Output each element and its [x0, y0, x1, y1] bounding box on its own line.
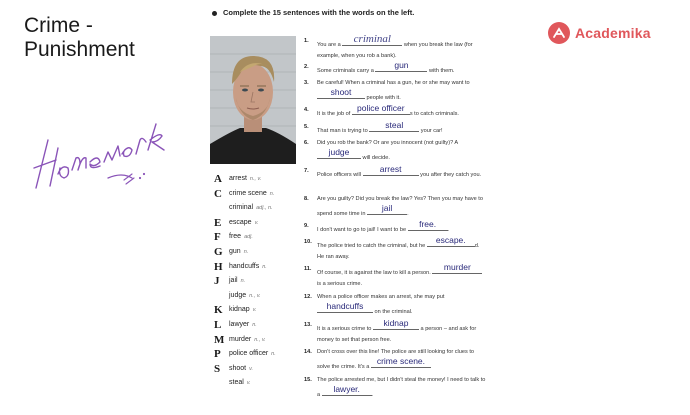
word-list-item [214, 362, 304, 377]
sentence-after: people with it. [365, 94, 401, 101]
word-list-letter: A [214, 173, 222, 185]
word-list-item [214, 172, 304, 187]
sentence-after: on the criminal. [373, 308, 413, 315]
sentence-after: s to catch criminals. [409, 111, 459, 117]
sentence-before: Don't cross over this line! The police are still looking for clues to solve the crime. It's a [317, 349, 475, 370]
answer-text: shoot [330, 87, 352, 97]
answer-blank[interactable] [317, 149, 361, 159]
word-list-word: kidnap [229, 306, 250, 314]
mugshot-photo [210, 36, 296, 164]
word-list-pos: v. [249, 365, 253, 372]
sentence-before: Did you rob the bank? Or are you innocent (not guilty)? A [317, 140, 458, 146]
sentence-after: when you break the law (for example, when you rob a bank). [317, 42, 473, 59]
answer-text: arrest [379, 164, 402, 175]
answer-blank[interactable] [375, 62, 427, 72]
sentence-before: Be careful! When a criminal has a gun, he or she may want to [317, 80, 470, 86]
word-list-letter: K [214, 304, 223, 317]
answer-blank[interactable] [432, 264, 482, 274]
answer-text: free. [419, 219, 437, 230]
sentence-after: your car! [419, 128, 443, 134]
word-list-item [214, 274, 304, 289]
sentence-after: . [407, 210, 409, 217]
word-list-pos: n. [240, 278, 246, 285]
word-list-pos: n. [252, 321, 257, 328]
sentence-item [304, 292, 486, 317]
answer-text: lawyer. [333, 384, 360, 394]
sentence-number: 14. [304, 349, 312, 355]
answer-blank[interactable] [408, 221, 448, 231]
answer-blank[interactable] [317, 89, 365, 99]
word-list-word: police officer [229, 350, 269, 358]
sentence-after: with them. [427, 68, 455, 74]
answer-text: gun [394, 60, 409, 71]
word-list-word: criminal [229, 204, 254, 212]
sentence-after: a person – and ask for money to set that person free. [317, 326, 477, 343]
word-list-word: crime scene [229, 189, 267, 197]
answer-text: criminal [353, 33, 391, 46]
answer-text: steal [385, 120, 404, 131]
sentence-item [304, 33, 486, 61]
word-list-word: judge [229, 291, 247, 299]
sentence-number: 13. [304, 322, 312, 328]
bullet-icon [212, 11, 217, 16]
sentence-number: 10. [304, 239, 312, 245]
word-list-item [214, 187, 304, 202]
word-list-pos: n., v. [254, 336, 266, 343]
word-list-letter: G [214, 245, 223, 258]
word-list-item [214, 230, 304, 245]
word-list-item [214, 318, 304, 333]
sentence-item [304, 122, 486, 137]
sentence-number: 6. [304, 140, 309, 146]
answer-blank[interactable] [427, 237, 475, 247]
word-list-pos: v. [246, 380, 251, 387]
word-list-item [214, 201, 304, 216]
sentence-item [304, 138, 486, 163]
word-list-pos: v. [254, 219, 259, 226]
word-list-word: free [229, 233, 242, 241]
sentence-item [304, 78, 486, 103]
word-list-word: arrest [229, 175, 247, 182]
sentence-after: you after they catch you. [418, 172, 482, 178]
homework-handwriting [28, 118, 178, 200]
answer-blank[interactable] [352, 105, 410, 115]
answer-blank[interactable] [367, 205, 407, 215]
word-list-word: murder [229, 335, 252, 343]
word-list-item [214, 289, 304, 304]
answer-text: police officer [357, 103, 405, 114]
sentence-number: 8. [304, 196, 309, 202]
sentence-number: 12. [304, 294, 312, 300]
word-list-item [214, 245, 304, 260]
sentence-item [304, 237, 486, 262]
sentence-before: You are a [317, 42, 343, 48]
instruction-text: Complete the 15 sentences with the words on the left. [223, 8, 415, 17]
sentence-before: When a police officer makes an arrest, she may put [317, 294, 445, 300]
word-list-item [214, 376, 304, 391]
sentence-number: 2. [304, 64, 309, 70]
answer-text: escape. [435, 235, 466, 246]
word-list-pos: n. [271, 351, 276, 358]
sentence-number: 1. [304, 38, 309, 44]
sentence-before: The police arrested me, but I didn't steal the money! I need to talk to a [317, 377, 486, 398]
answer-blank[interactable] [317, 303, 373, 313]
answer-blank[interactable] [371, 358, 431, 368]
word-list-letter: F [214, 231, 221, 244]
answer-text: handcuffs [326, 301, 364, 311]
word-list-letter: P [214, 348, 221, 361]
answer-blank[interactable] [342, 33, 402, 46]
sentence-after: is a serious crime. [317, 280, 363, 287]
sentence-item [304, 194, 486, 219]
word-list-item [214, 333, 304, 348]
word-list-word: lawyer [229, 320, 250, 328]
sentence-number: 15. [304, 377, 312, 383]
sentence-after: will decide. [361, 154, 390, 161]
sentence-item [304, 166, 486, 181]
answer-text: murder [443, 262, 471, 273]
sentence-number: 5. [304, 124, 309, 130]
sentence-before: It is the job of [317, 111, 352, 117]
word-list-pos: adj., n. [256, 205, 273, 212]
sentence-after: d. He ran away. [317, 243, 480, 260]
word-list-item [214, 216, 304, 231]
sentence-item [304, 105, 486, 120]
word-list-pos: n. [243, 248, 249, 255]
answer-blank[interactable] [369, 122, 419, 132]
word-list-pos: n., v. [249, 292, 261, 299]
title-line-2: Punishment [24, 38, 135, 61]
sentence-after: . [447, 227, 450, 233]
instruction [212, 8, 414, 17]
answer-text: jail [381, 203, 393, 213]
academika-logo [548, 22, 651, 44]
word-list-pos: v. [252, 307, 257, 314]
academika-logo-text: Academika [575, 25, 651, 41]
word-list-pos: n. [269, 190, 275, 197]
sentence-item [304, 221, 486, 236]
word-list-pos: adj. [244, 234, 253, 241]
word-list [214, 172, 304, 391]
sentence-before: Of course, it is against the law to kill a person. [317, 270, 433, 276]
sentence-number: 7. [304, 168, 309, 174]
word-list-word: jail [229, 277, 238, 285]
word-list-pos: n. [262, 263, 267, 270]
answer-blank[interactable] [363, 166, 419, 176]
word-list-item [214, 303, 304, 318]
answer-blank[interactable] [322, 386, 372, 396]
sentence-before: Are you guilty? Did you break the law? Yes? Then you may have to spend some time in [317, 196, 483, 217]
sentence-number: 11. [304, 266, 312, 272]
word-list-word: steal [229, 379, 244, 387]
sentence-item [304, 264, 486, 289]
answer-text: crime scene. [376, 356, 426, 366]
word-list-word: gun [229, 247, 241, 255]
word-list-word: handcuffs [229, 262, 260, 270]
word-list-pos: n., v. [249, 176, 262, 182]
word-list-letter: J [214, 275, 220, 288]
sentence-number: 3. [304, 80, 309, 86]
word-list-item [214, 347, 304, 362]
word-list-word: escape [229, 218, 252, 226]
answer-text: kidnap [383, 318, 409, 329]
page-title [24, 14, 135, 62]
sentence-item [304, 347, 486, 372]
sentence-before: That man is trying to [317, 128, 370, 134]
sentence-number: 9. [304, 223, 309, 229]
title-line-1: Crime - [24, 14, 93, 37]
word-list-letter: S [214, 362, 221, 375]
sentence-before: Some criminals carry a [317, 68, 376, 74]
academika-logo-icon [548, 22, 570, 44]
sentence-before: I don't want to go to jail! I want to be [317, 227, 408, 233]
sentence-before: Police officers will [317, 172, 363, 178]
word-list-letter: M [214, 333, 225, 346]
word-list-letter: L [214, 318, 222, 331]
sentence-before: The police tried to catch the criminal, but he [317, 243, 427, 249]
answer-text: judge [328, 147, 350, 157]
answer-blank[interactable] [373, 320, 419, 330]
sentence-after: . [371, 391, 374, 398]
word-list-word: shoot [229, 364, 247, 372]
sentence-item [304, 375, 486, 400]
word-list-item [214, 260, 304, 275]
sentence-item [304, 62, 486, 77]
sentence-before: It is a serious crime to [317, 326, 373, 332]
word-list-letter: H [214, 260, 223, 273]
word-list-letter: C [214, 187, 222, 200]
sentence-number: 4. [304, 107, 309, 113]
sentence-item [304, 320, 486, 345]
word-list-letter: E [214, 216, 222, 229]
